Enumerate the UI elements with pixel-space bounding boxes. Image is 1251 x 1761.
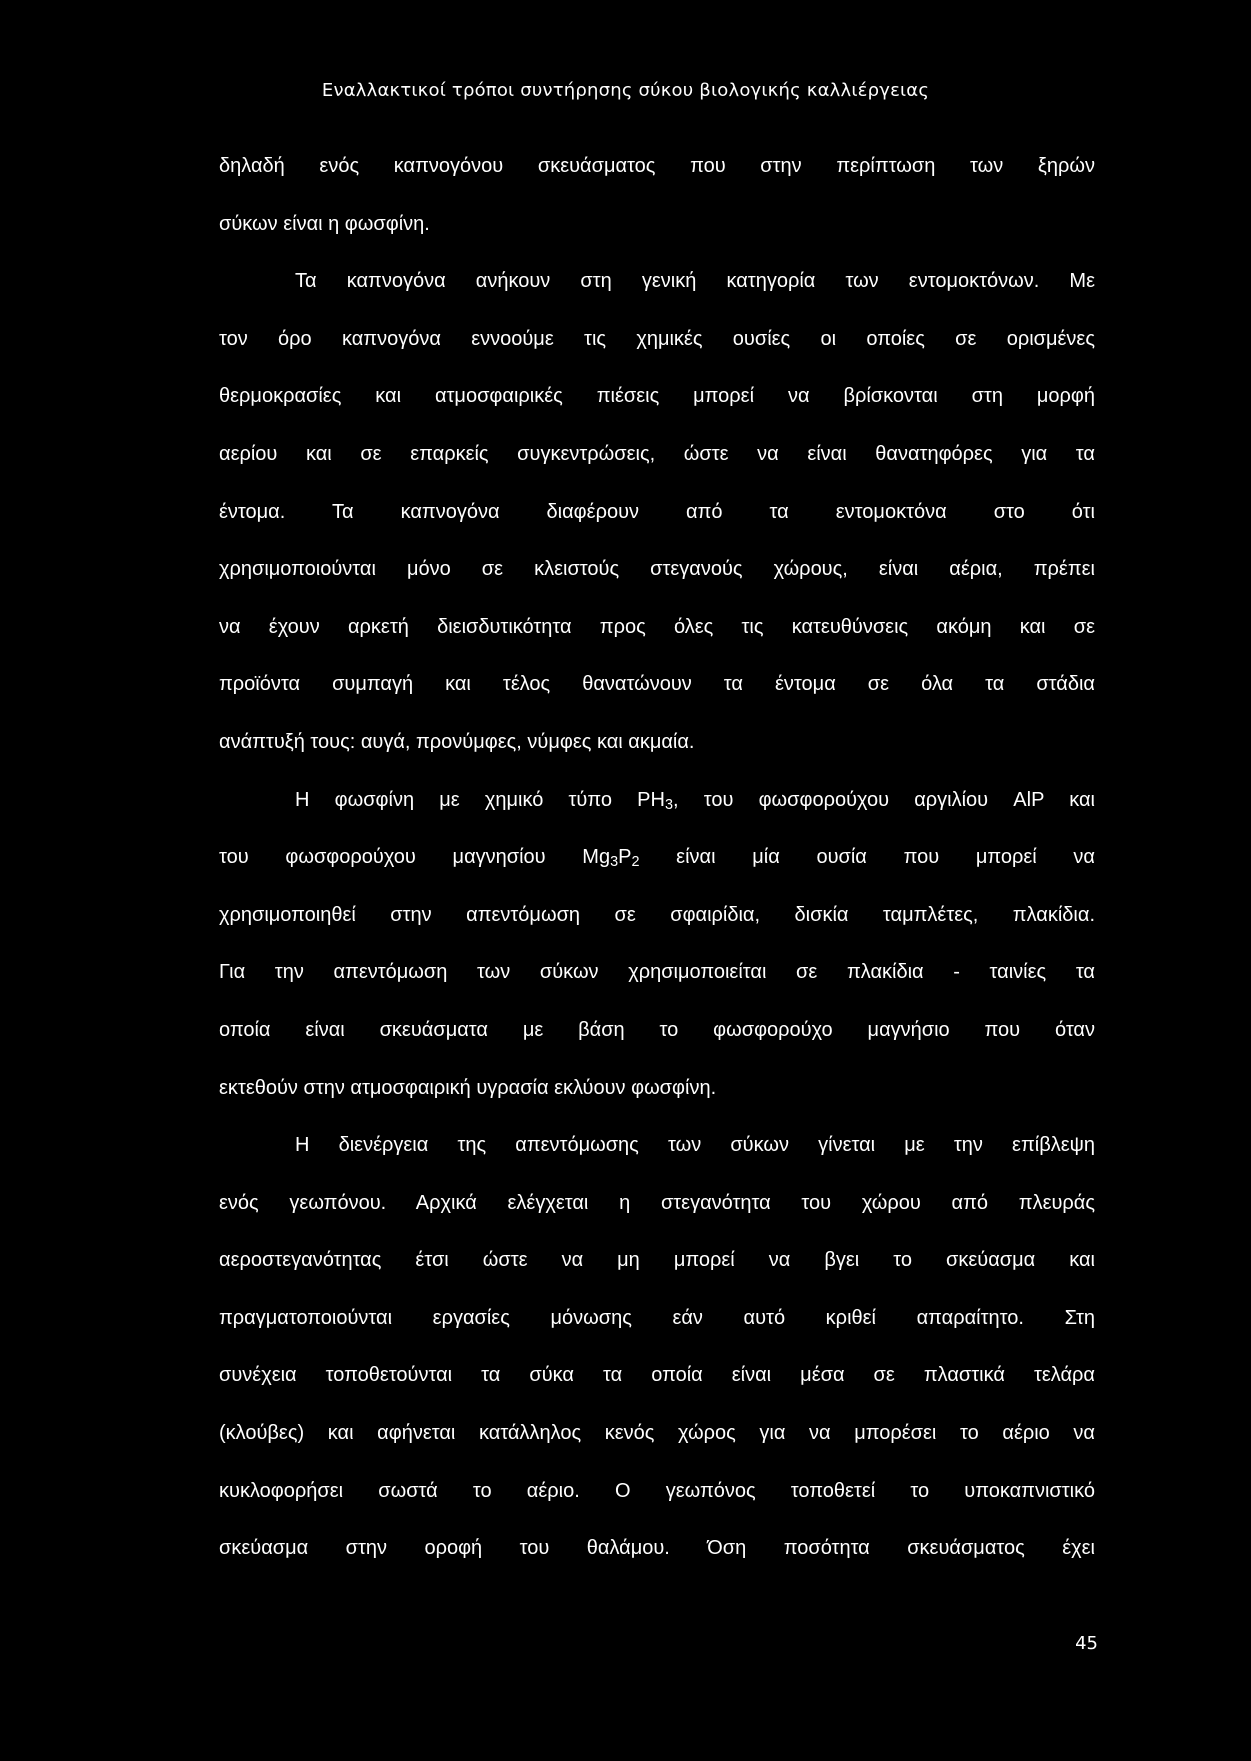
- subscript: 3: [664, 796, 673, 813]
- text-fragment: P: [618, 846, 632, 869]
- text-line: συνέχεια τοποθετούνται τα σύκα τα οποία είναι μέσα σε πλαστικά τελάρα: [219, 1364, 1095, 1387]
- text-line: δηλαδή ενός καπνογόνου σκευάσματος που στην περίπτωση των ξηρών: [219, 155, 1095, 177]
- text-line: Η διενέργεια της απεντόμωσης των σύκων γίνεται με την επίβλεψη: [295, 1134, 1095, 1157]
- text-line: [219, 829, 1095, 887]
- text-line: χρησιμοποιηθεί στην απεντόμωση σε σφαιρίδια, δισκία ταμπλέτες, πλακίδια.: [219, 903, 1095, 926]
- text-line: έντομα. Τα καπνογόνα διαφέρουν από τα εντομοκτόνα στο ότι: [219, 500, 1095, 523]
- text-line: κυκλοφορήσει σωστά το αέριο. Ο γεωπόνος τοποθετεί το υποκαπνιστικό: [219, 1479, 1095, 1502]
- text-line: τον όρο καπνογόνα εννοούμε τις χημικές ουσίες οι οποίες σε ορισμένες: [219, 327, 1095, 350]
- text-line: αεροστεγανότητας έτσι ώστε να μη μπορεί να βγει το σκεύασμα και: [219, 1249, 1095, 1272]
- text-fragment: Η φωσφίνη με χημικό τύπο PH: [295, 788, 665, 811]
- body-text: [219, 138, 1095, 1578]
- paragraph-3: [219, 772, 1095, 1118]
- text-line: αερίου και σε επαρκείς συγκεντρώσεις, ώστε να είναι θανατηφόρες για τα: [219, 442, 1095, 465]
- text-fragment: , του φωσφορούχου αργιλίου AlP και: [672, 788, 1095, 811]
- page-number: 45: [1075, 1633, 1098, 1654]
- text-line: ανάπτυξή τους: αυγά, προνύμφες, νύμφες και ακμαία.: [219, 730, 695, 753]
- paragraph-1: [219, 138, 1095, 253]
- text-line: οποία είναι σκευάσματα με βάση το φωσφορούχο μαγνήσιο που όταν: [219, 1018, 1095, 1041]
- text-line: θερμοκρασίες και ατμοσφαιρικές πιέσεις μπορεί να βρίσκονται στη μορφή: [219, 385, 1095, 408]
- running-header: Εναλλακτικοί τρόποι συντήρησης σύκου βιολογικής καλλιέργειας: [321, 80, 930, 101]
- paragraph-4: [219, 1117, 1095, 1578]
- text-line: σκεύασμα στην οροφή του θαλάμου. Όση ποσότητα σκευάσματος έχει: [219, 1537, 1095, 1560]
- text-line: (κλούβες) και αφήνεται κατάλληλος κενός χώρος για να μπορέσει το αέριο να: [219, 1422, 1095, 1445]
- text-fragment: του φωσφορούχου μαγνησίου Mg: [219, 846, 611, 869]
- text-line: σύκων είναι η φωσφίνη.: [219, 212, 430, 235]
- text-line: να έχουν αρκετή διεισδυτικότητα προς όλες τις κατευθύνσεις ακόμη και σε: [219, 615, 1095, 638]
- paragraph-2: [219, 253, 1095, 771]
- text-line: [219, 772, 1095, 830]
- text-line: πραγματοποιούνται εργασίες μόνωσης εάν αυτό κριθεί απαραίτητο. Στη: [219, 1306, 1095, 1329]
- text-fragment: είναι μία ουσία που μπορεί να: [639, 846, 1095, 869]
- text-line: Τα καπνογόνα ανήκουν στη γενική κατηγορία των εντομοκτόνων. Με: [295, 270, 1095, 293]
- text-line: ενός γεωπόνου. Αρχικά ελέγχεται η στεγανότητα του χώρου από πλευράς: [219, 1191, 1095, 1214]
- subscript: 2: [631, 854, 640, 871]
- subscript: 3: [610, 854, 619, 871]
- text-line: χρησιμοποιούνται μόνο σε κλειστούς στεγανούς χώρους, είναι αέρια, πρέπει: [219, 558, 1095, 581]
- text-line: εκτεθούν στην ατμοσφαιρική υγρασία εκλύουν φωσφίνη.: [219, 1076, 717, 1099]
- text-line: Για την απεντόμωση των σύκων χρησιμοποιείται σε πλακίδια - ταινίες τα: [219, 961, 1095, 984]
- text-line: προϊόντα συμπαγή και τέλος θανατώνουν τα έντομα σε όλα τα στάδια: [219, 673, 1095, 696]
